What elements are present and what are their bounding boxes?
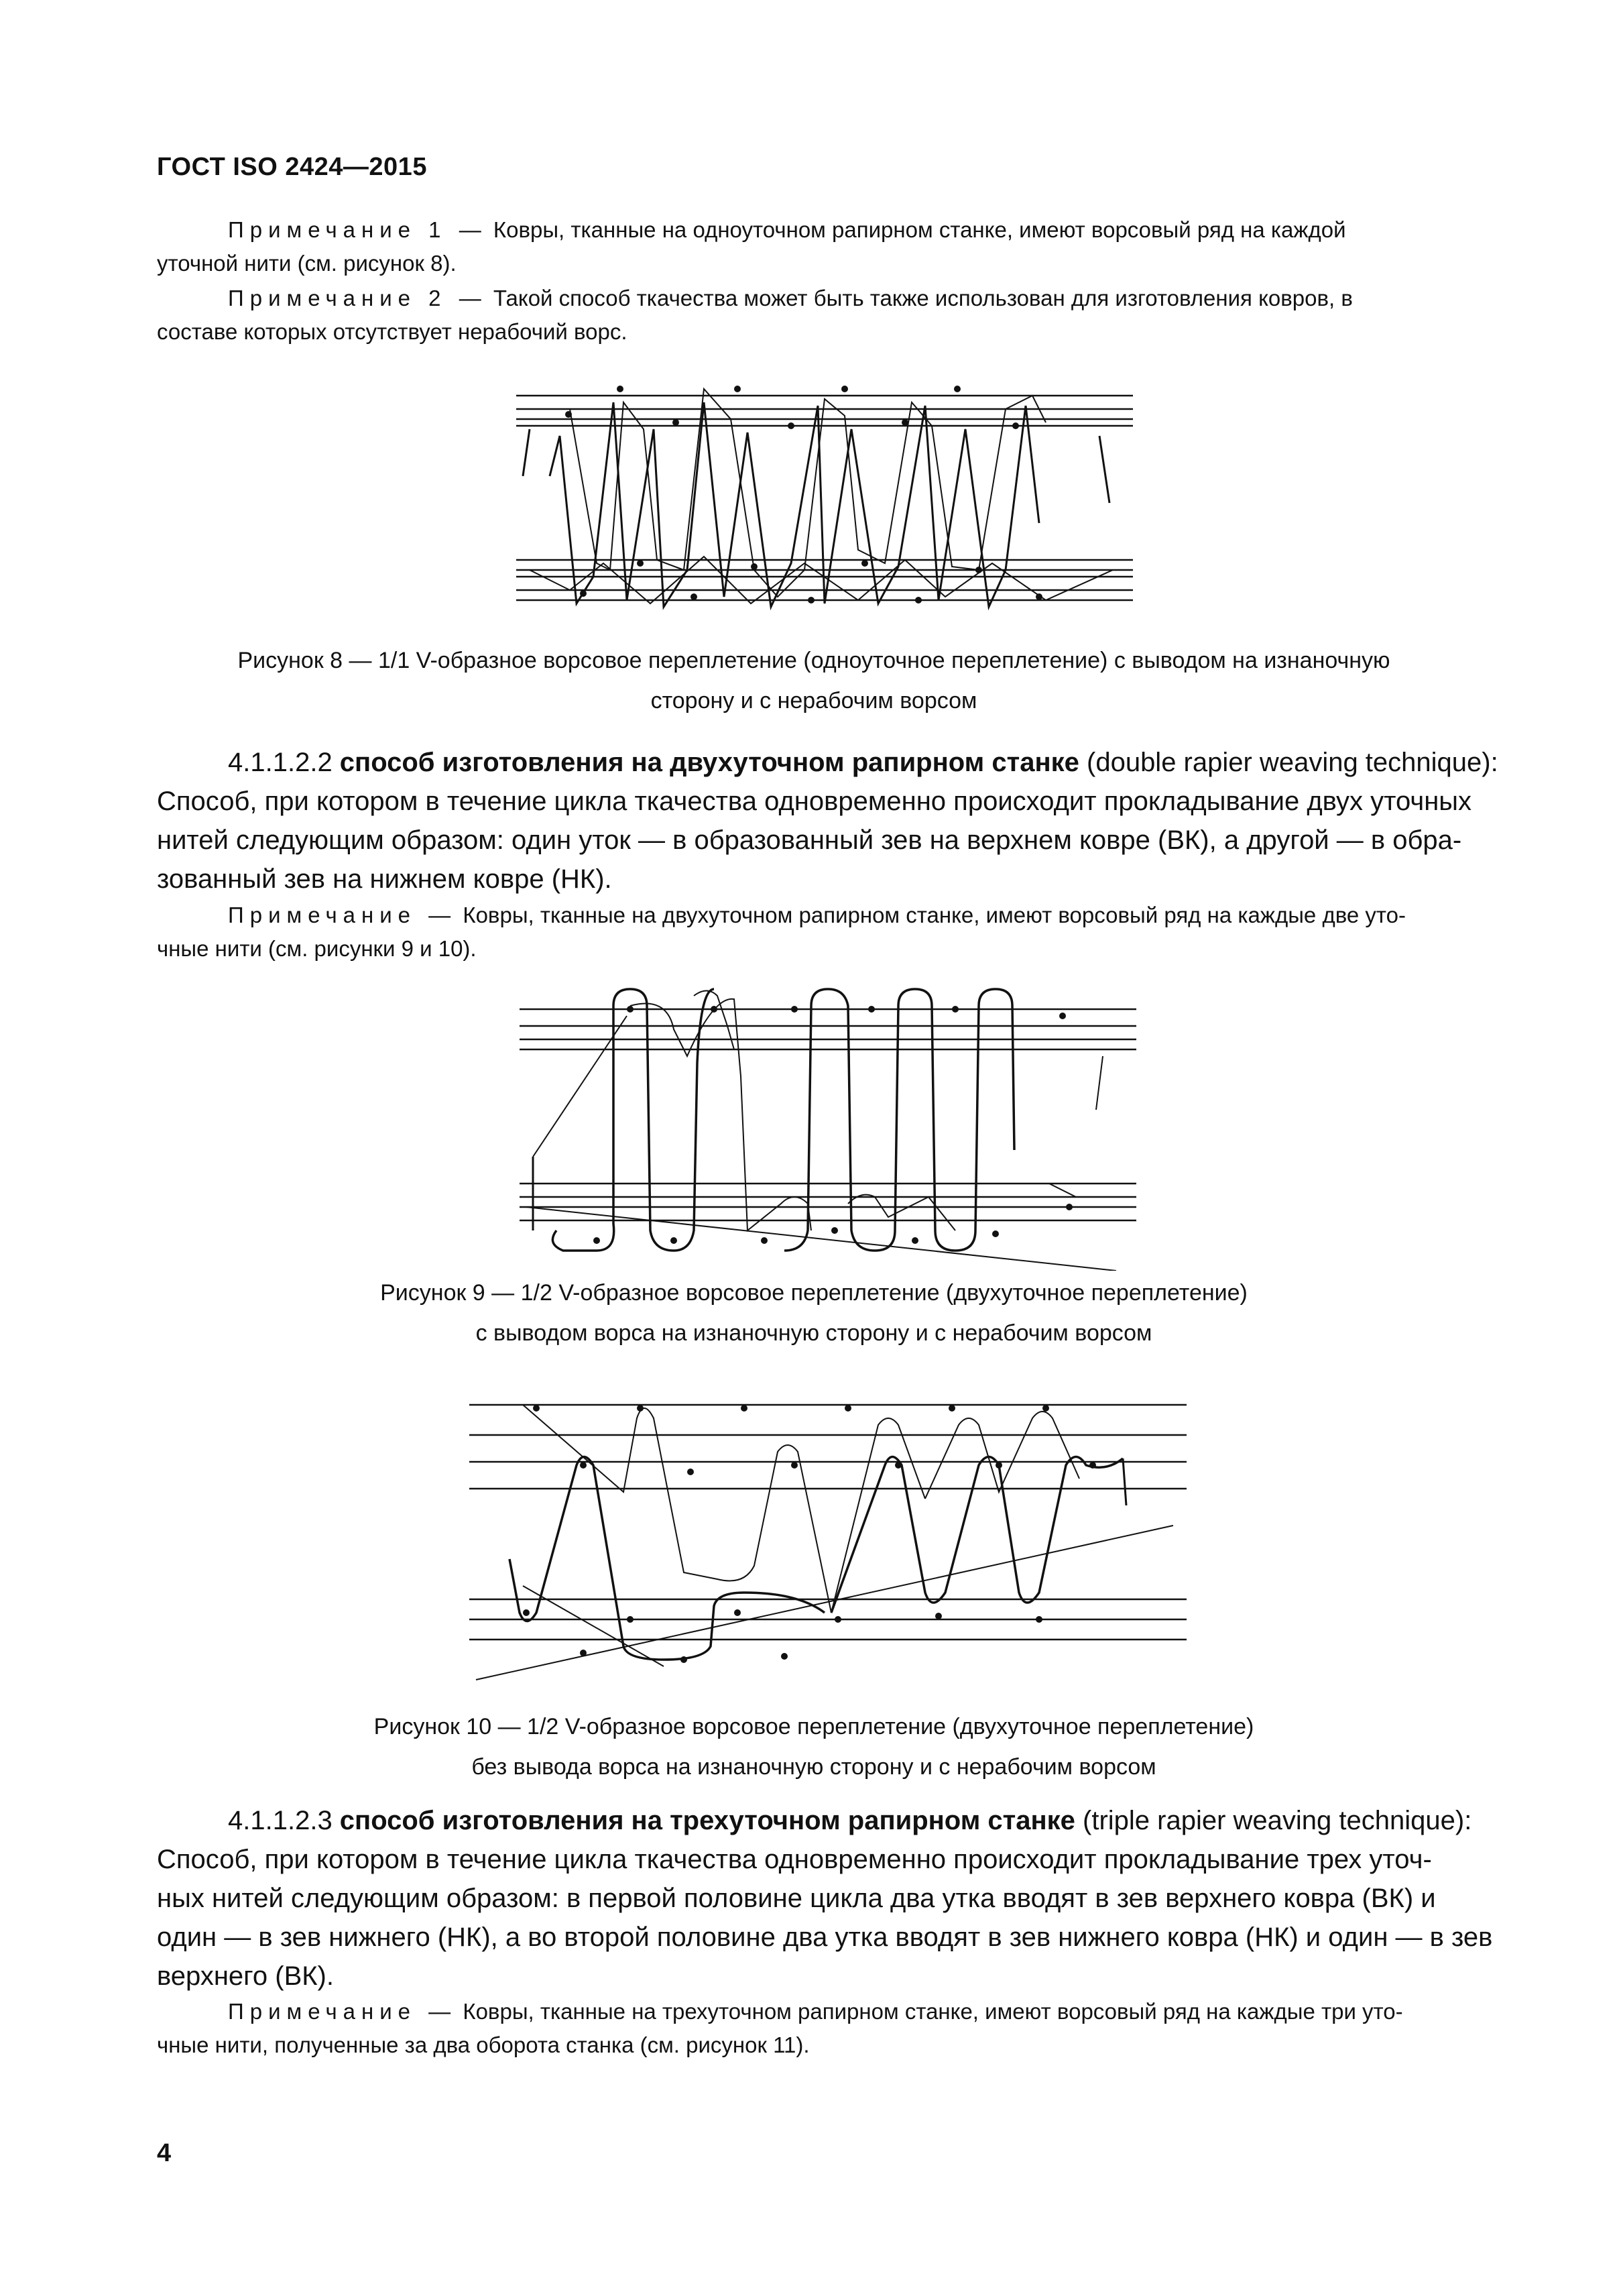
section-line-2: Способ, при котором в течение цикла ткачества одновременно происходит прокладывание трех уточ- bbox=[157, 1845, 1432, 1874]
section-term-en: (triple rapier weaving technique): bbox=[1075, 1806, 1472, 1835]
section-number: 4.1.1.2.2 bbox=[228, 748, 340, 777]
note-4-text-cont: чные нити, полученные за два оборота станка (см. рисунок 11). bbox=[157, 2032, 810, 2057]
section-line-4: один — в зев нижнего (НК), а во второй половине два утка вводят в зев нижнего ковра (НК) и один — в зев bbox=[157, 1922, 1493, 1952]
figure-8-caption bbox=[157, 640, 1471, 721]
section-line-2: Способ, при котором в течение цикла ткачества одновременно происходит прокладывание двух уточных bbox=[157, 787, 1472, 816]
figure-10-caption-line2: без вывода ворса на изнаночную сторону и с нерабочим ворсом bbox=[471, 1754, 1156, 1780]
note-2-text: Такой способ ткачества может быть также использован для изготовления ковров, в bbox=[487, 286, 1353, 310]
section-number: 4.1.1.2.3 bbox=[228, 1806, 340, 1835]
figure-8-diagram bbox=[509, 369, 1140, 624]
note-1-text: Ковры, тканные на одноуточном рапирном станке, имеют ворсовый ряд на каждой bbox=[487, 217, 1346, 242]
section-4-1-1-2-3 bbox=[157, 1801, 1493, 1996]
figure-10-diagram bbox=[463, 1391, 1200, 1686]
document-header: ГОСТ ISO 2424—2015 bbox=[157, 153, 427, 181]
figure-9-caption-line1: Рисунок 9 — 1/2 V-образное ворсовое переплетение (двухуточное переплетение) bbox=[380, 1280, 1248, 1306]
note-3-text-cont: чные нити (см. рисунки 9 и 10). bbox=[157, 936, 477, 961]
note-1-label: Примечание 1 — bbox=[228, 217, 487, 242]
section-4-1-1-2-2 bbox=[157, 743, 1498, 899]
section-term: способ изготовления на трехуточном рапирном станке bbox=[339, 1806, 1075, 1835]
note-4-label: Примечание — bbox=[228, 1999, 457, 2024]
figure-9-caption bbox=[157, 1273, 1471, 1353]
section-term: способ изготовления на двухуточном рапирном станке bbox=[339, 748, 1079, 777]
figure-9-diagram bbox=[513, 976, 1143, 1271]
note-4-text: Ковры, тканные на трехуточном рапирном станке, имеют ворсовый ряд на каждые три уто- bbox=[457, 1999, 1403, 2024]
figure-8-caption-line1: Рисунок 8 — 1/1 V-образное ворсовое переплетение (одноуточное переплетение) с выводом на изнаночную bbox=[237, 648, 1390, 673]
figure-8-caption-line2: сторону и с нерабочим ворсом bbox=[650, 688, 977, 713]
section-line-4: зованный зев на нижнем ковре (НК). bbox=[157, 864, 612, 894]
section-line-3: нитей следующим образом: один уток — в образованный зев на верхнем ковре (ВК), а другой — в обра- bbox=[157, 825, 1462, 855]
note-1-text-cont: уточной нити (см. рисунок 8). bbox=[157, 251, 457, 276]
section-line-5: верхнего (ВК). bbox=[157, 1961, 334, 1991]
figure-10-caption-line1: Рисунок 10 — 1/2 V-образное ворсовое переплетение (двухуточное переплетение) bbox=[373, 1714, 1254, 1739]
section-line-3: ных нитей следующим образом: в первой половине цикла два утка вводят в зев верхнего ковра (ВК) и bbox=[157, 1884, 1436, 1913]
section-term-en: (double rapier weaving technique): bbox=[1079, 748, 1498, 777]
page-number: 4 bbox=[157, 2139, 172, 2167]
note-2-text-cont: составе которых отсутствует нерабочий ворс. bbox=[157, 319, 627, 344]
note-1 bbox=[157, 213, 1484, 280]
note-3 bbox=[157, 899, 1484, 966]
note-2-label: Примечание 2 — bbox=[228, 286, 487, 310]
note-4 bbox=[157, 1995, 1484, 2062]
note-3-label: Примечание — bbox=[228, 903, 457, 927]
note-2 bbox=[157, 282, 1484, 349]
figure-9-caption-line2: с выводом ворса на изнаночную сторону и с нерабочим ворсом bbox=[475, 1320, 1152, 1346]
figure-10-caption bbox=[157, 1707, 1471, 1787]
note-3-text: Ковры, тканные на двухуточном рапирном станке, имеют ворсовый ряд на каждые две уто- bbox=[457, 903, 1406, 927]
